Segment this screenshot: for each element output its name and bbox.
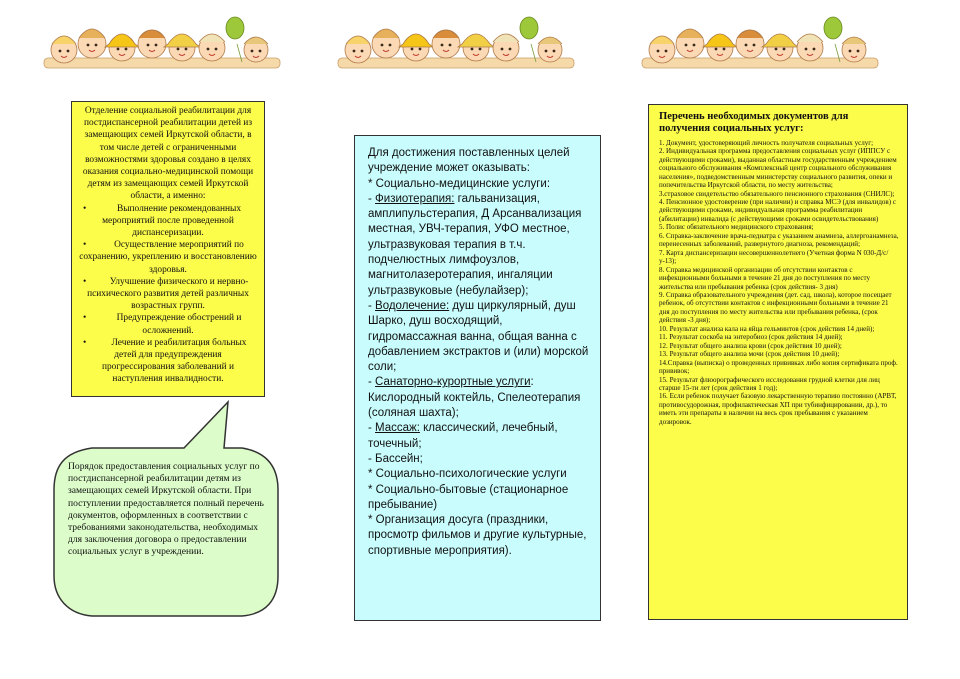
department-info-box [71,101,265,397]
banner-left [42,14,282,76]
psychological-item: * Социально-психологические услуги [368,468,567,481]
document-item: 9. Справка образовательного учреждения (дет. сад, школа), которое посещает ребенок, об отсутствии контактов с инфекционными больными в течение 21 дня до поступления по месту жительства или пребывания ребенка, (срок действия -3 дня); [659,290,892,325]
goal-item [79,239,257,276]
department-intro: Отделение социальной реабилитации для постдиспансерной реабилитации детей из замещающих семей Иркутской области, в том числе детей с ограниченными возможностями здоровья создано в целях оказания социально-медицинской помощи детям из замещающих семей Иркутской области, а именно: [82,106,254,202]
documents-title: Перечень необходимых документов для получения социальных услуг: [659,111,849,135]
bullet-icon: • [83,313,87,324]
hydrotherapy-item: - Водолечение: душ циркулярный, душ Шарко, душ восходящий, гидромассажная ванна, общая ванна с добавлением экстрактов и (или) морской соли; [368,299,589,374]
pool-item: - Бассейн; [368,452,423,465]
goals-list [79,203,257,386]
services-intro: Для достижения поставленных целей учреждение может оказывать: [368,147,570,175]
banner-middle [336,14,576,76]
document-item: 13. Результат общего анализа мочи (срок действия 10 дней); [659,350,840,359]
goal-item [79,276,257,313]
document-item: 16. Если ребенок получает базовую лекарственную терапию постоянно (АРВТ, противосудорожная, профилактическая ХП при тубинфицировании, др.), то иметь эти препараты в наличии на весь срок пребывания с указанием дозировок. [659,392,897,426]
document-item: 7. Карта диспансеризации несовершеннолетнего (Учетная форма N 030-Д/с/у-13); [659,248,889,266]
document-item: 10. Результат анализа кала на яйца гельминтов (срок действия 14 дней); [659,324,875,333]
physiotherapy-label: Физиотерапия: [375,192,455,205]
banner-right [640,14,880,76]
goal-text: Улучшение физического и нервно-психического развития детей различных возрастных групп. [87,276,249,312]
services-box [354,135,601,621]
procedure-text: Порядок предоставления социальных услуг по постдиспансерной реабилитации детям из замещающих семей Иркутской области. При поступлении предоставляется полный перечень документов, оформленных в соответствии с требованиями законодательства, необходимых для заключения договора о предоставлении социальных услуг в учреждении. [68,461,264,558]
massage-text: классический, лечебный, точечный; [368,422,558,450]
document-item: 11. Результат соскоба на энтеробиоз (срок действия 14 дней); [659,333,843,342]
hydrotherapy-text: душ циркулярный, душ Шарко, душ восходящий, гидромассажная ванна, общая ванна с добавлением экстрактов и (или) морской соли; [368,299,589,374]
goal-item [79,203,257,240]
goal-text: Лечение и реабилитация больных детей для предупреждения прогрессирования заболеваний и наступления инвалидности. [101,337,247,385]
hydrotherapy-label: Водолечение: [375,299,450,312]
physiotherapy-item: - Физиотерапия: гальванизация, амплипульстерапия, Д Арсанвализация местная, УВЧ-терапия, УФО местное, ультразвуковая терапия в т.ч. подчелюстных лимфоузлов, магнитолазеротерапия, ингаляции ультразвуковые (небулайзер); [368,192,582,297]
physiotherapy-text: гальванизация, амплипульстерапия, Д Арсанвализация местная, УВЧ-терапия, УФО местное, ультразвуковая терапия в т.ч. подчелюстных лимфоузлов, магнитолазеротерапия, ингаляции ультразвуковые (небулайзер); [368,192,582,297]
document-item: 5. Полис обязательного медицинского страхования; [659,223,814,232]
goal-text: Выполнение рекомендованных мероприятий после проведенной диспансеризации. [102,203,242,239]
document-item: 6. Справка-заключение врача-педиатра с указанием анамнеза, аллергоанамнеза, перенесенных заболеваний, развернутого диагноза, рекомендаций; [659,231,899,249]
bullet-icon: • [83,276,87,287]
procedure-bubble [52,400,282,620]
document-item: 3.страховое свидетельство обязательного пенсионного страхования (СНИЛС); [659,189,895,198]
document-item: 15. Результат флюорографического исследования грудной клетки для лиц старше 15-ти лет (срок действия 1 год); [659,375,880,392]
goal-item [79,337,257,386]
sanatorium-item: - Санаторно-курортные услуги: Кислородный коктейль, Спелеотерапия (соляная шахта); [368,376,581,420]
document-item: 4. Пенсионное удостоверение (при наличии) и справка МСЭ (для инвалидов) с действующими сроками, индивидуальная программа реабилитации (абилитации) инвалида (с действующими сроками освидетельствования) [659,197,896,223]
sanatorium-text: : Кислородный коктейль, Спелеотерапия (соляная шахта); [368,376,581,420]
documents-box [648,104,908,620]
goal-text: Осуществление мероприятий по сохранению, укреплению и восстановлению здоровья. [79,240,257,275]
bullet-icon: • [83,240,87,251]
sanatorium-label: Санаторно-курортные услуги [375,376,531,389]
documents-list [659,139,900,426]
massage-item: - Массаж: классический, лечебный, точечный; [368,422,558,450]
goal-text: Предупреждение обострений и осложнений. [116,313,242,336]
document-item: 12. Результат общего анализа крови (срок действия 10 дней); [659,341,842,350]
document-item: 2. Индивидуальная программа предоставления социальных услуг (ИППСУ с действующими сроками), выданная областным государственным учреждением социального обслуживания «Комплексный центр социального обслуживания населения», подведомственным министерству социального развития, опеки и попечительства Иркутской области, по месту жительства; [659,147,897,190]
social-medical-heading: * Социально-медицинские услуги: [368,177,551,190]
document-item: 1. Документ, удостоверяющий личность получателя социальных услуг; [659,138,874,147]
goal-item [79,312,257,336]
household-item: * Социально-бытовые (стационарное пребывание) [368,483,569,511]
massage-label: Массаж: [375,422,420,435]
document-item: 8. Справка медицинской организации об отсутствии контактов с инфекционными больными в течение 21 дня до поступления по месту жительства или пребывания ребенка (срок действия- 3 дня) [659,265,871,291]
bullet-icon: • [83,203,87,214]
bullet-icon: • [83,337,87,348]
leisure-item: * Организация досуга (праздники, просмотр фильмов и другие культурные, спортивные мероприятия). [368,514,587,557]
document-item: 14.Справка (выписка) о проведенных прививках либо копия сертификата проф. прививок; [659,358,898,376]
